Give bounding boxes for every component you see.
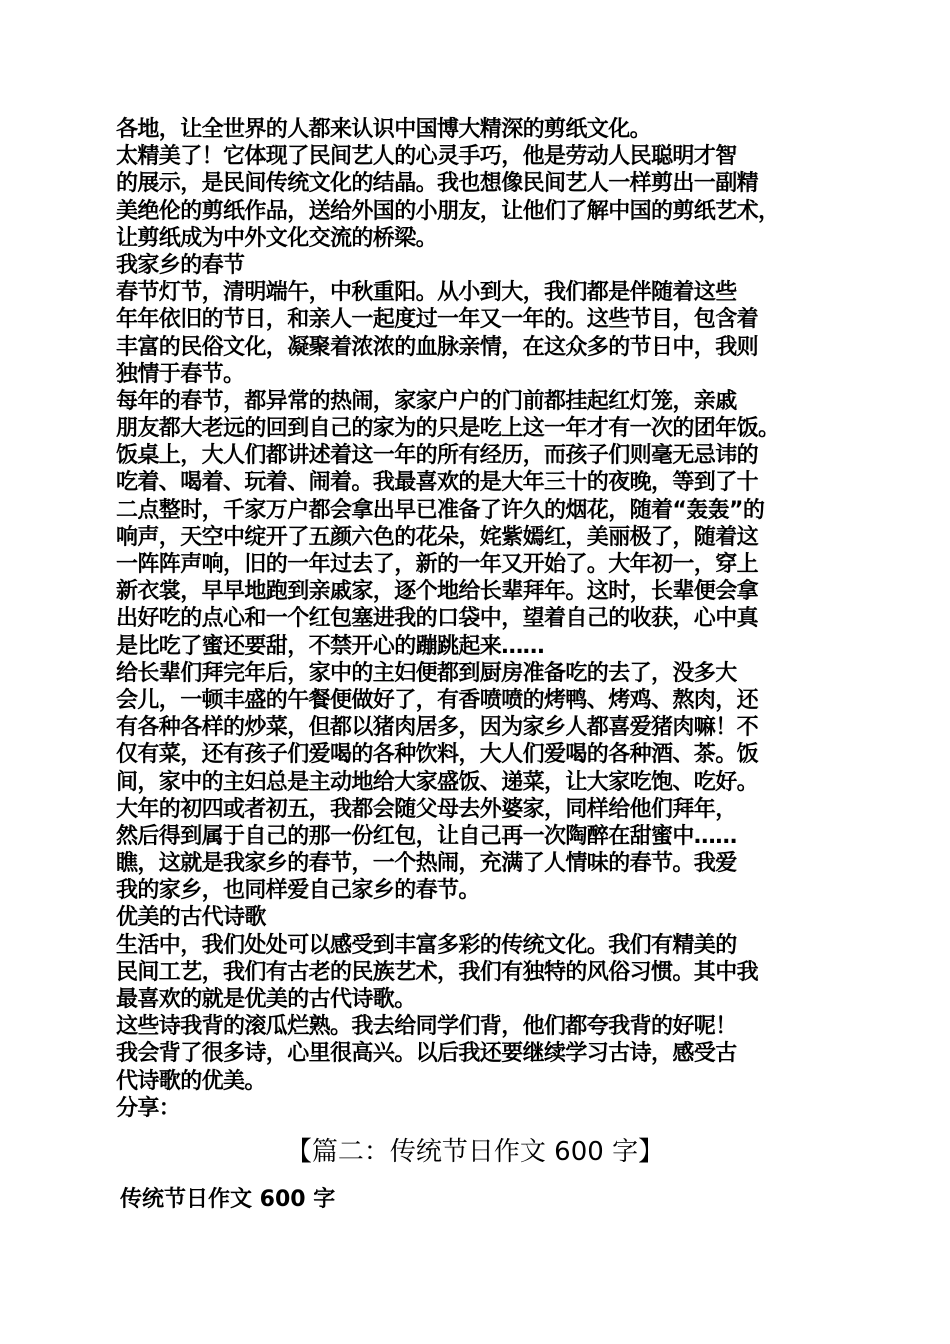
text-line: 这些诗我背的滚瓜烂熟。我去给同学们背，他们都夸我背的好呢！	[116, 1014, 737, 1040]
text-line: 生活中，我们处处可以感受到丰富多彩的传统文化。我们有精美的	[116, 932, 737, 958]
text-line: 然后得到属于自己的那一份红包，让自己再一次陶醉在甜蜜中……	[116, 823, 737, 849]
text-line: 丰富的民俗文化，凝聚着浓浓的血脉亲情，在这众多的节日中，我则	[116, 334, 759, 360]
text-line: 每年的春节，都异常的热闹，家家户户的门前都挂起红灯笼，亲戚	[116, 388, 737, 414]
text-line: 太精美了！它体现了民间艺人的心灵手巧，他是劳动人民聪明才智	[116, 144, 737, 170]
text-line: 间，家中的主妇总是主动地给大家盛饭、递菜，让大家吃饱、吃好。	[116, 769, 759, 795]
text-line: 有各种各样的炒菜，但都以猪肉居多，因为家乡人都喜爱猪肉嘛！不	[116, 715, 759, 741]
text-line: 饭桌上，大人们都讲述着这一年的所有经历，而孩子们则毫无忌讳的	[116, 443, 759, 469]
text-line: 朋友都大老远的回到自己的家为的只是吃上这一年才有一次的团年饭。	[116, 416, 780, 442]
text-line: 是比吃了蜜还要甜，不禁开心的蹦跳起来……	[116, 633, 545, 659]
text-line: 我会背了很多诗，心里很高兴。以后我还要继续学习古诗，感受古	[116, 1041, 737, 1067]
text-line: 响声，天空中绽开了五颜六色的花朵，姹紫嫣红，美丽极了，随着这	[116, 524, 759, 550]
text-line: 仅有菜，还有孩子们爱喝的各种饮料，大人们爱喝的各种酒、茶。饭	[116, 742, 759, 768]
text-line: 的展示，是民间传统文化的结晶。我也想像民间艺人一样剪出一副精	[116, 171, 759, 197]
text-line: 让剪纸成为中外文化交流的桥梁。	[116, 225, 438, 251]
text-line: 出好吃的点心和一个红包塞进我的口袋中，望着自己的收获，心中真	[116, 606, 759, 632]
article-title: 我家乡的春节	[116, 252, 245, 278]
article-title: 优美的古代诗歌	[116, 905, 266, 931]
text-line: 年年依旧的节日，和亲人一起度过一年又一年的。这些节目，包含着	[116, 307, 759, 333]
text-line: 春节灯节，清明端午，中秋重阳。从小到大，我们都是伴随着这些	[116, 280, 737, 306]
text-line: 各地，让全世界的人都来认识中国博大精深的剪纸文化。	[116, 117, 652, 142]
text-line: 会儿，一顿丰盛的午餐便做好了，有香喷喷的烤鸭、烤鸡、熬肉，还	[116, 687, 759, 713]
section-heading: 【篇二：传统节日作文 600 字】	[285, 1137, 665, 1167]
text-line: 我的家乡，也同样爱自己家乡的春节。	[116, 878, 480, 904]
text-line: 二点整时，千家万户都会拿出早已准备了许久的烟花，随着“轰轰”的	[116, 497, 765, 523]
text-line: 独情于春节。	[116, 361, 245, 387]
text-line: 民间工艺，我们有古老的民族艺术，我们有独特的风俗习惯。其中我	[116, 959, 759, 985]
text-line: 给长辈们拜完年后，家中的主妇便都到厨房准备吃的去了，没多大	[116, 660, 737, 686]
document-body	[116, 116, 846, 1122]
text-line: 一阵阵声响，旧的一年过去了，新的一年又开始了。大年初一，穿上	[116, 552, 759, 577]
text-line: 代诗歌的优美。	[116, 1068, 266, 1094]
text-line: 美绝伦的剪纸作品，送给外国的小朋友，让他们了解中国的剪纸艺术，	[116, 198, 780, 224]
share-label: 分享：	[116, 1095, 181, 1121]
section-subtitle: 传统节日作文 600 字	[120, 1187, 336, 1212]
text-line: 瞧，这就是我家乡的春节，一个热闹，充满了人情味的春节。我爱	[116, 851, 737, 877]
text-line: 吃着、喝着、玩着、闹着。我最喜欢的是大年三十的夜晚，等到了十	[116, 470, 759, 496]
text-line: 大年的初四或者初五，我都会随父母去外婆家，同样给他们拜年，	[116, 796, 737, 822]
text-line: 新衣裳，早早地跑到亲戚家，逐个地给长辈拜年。这时，长辈便会拿	[116, 579, 759, 605]
text-line: 最喜欢的就是优美的古代诗歌。	[116, 987, 416, 1012]
